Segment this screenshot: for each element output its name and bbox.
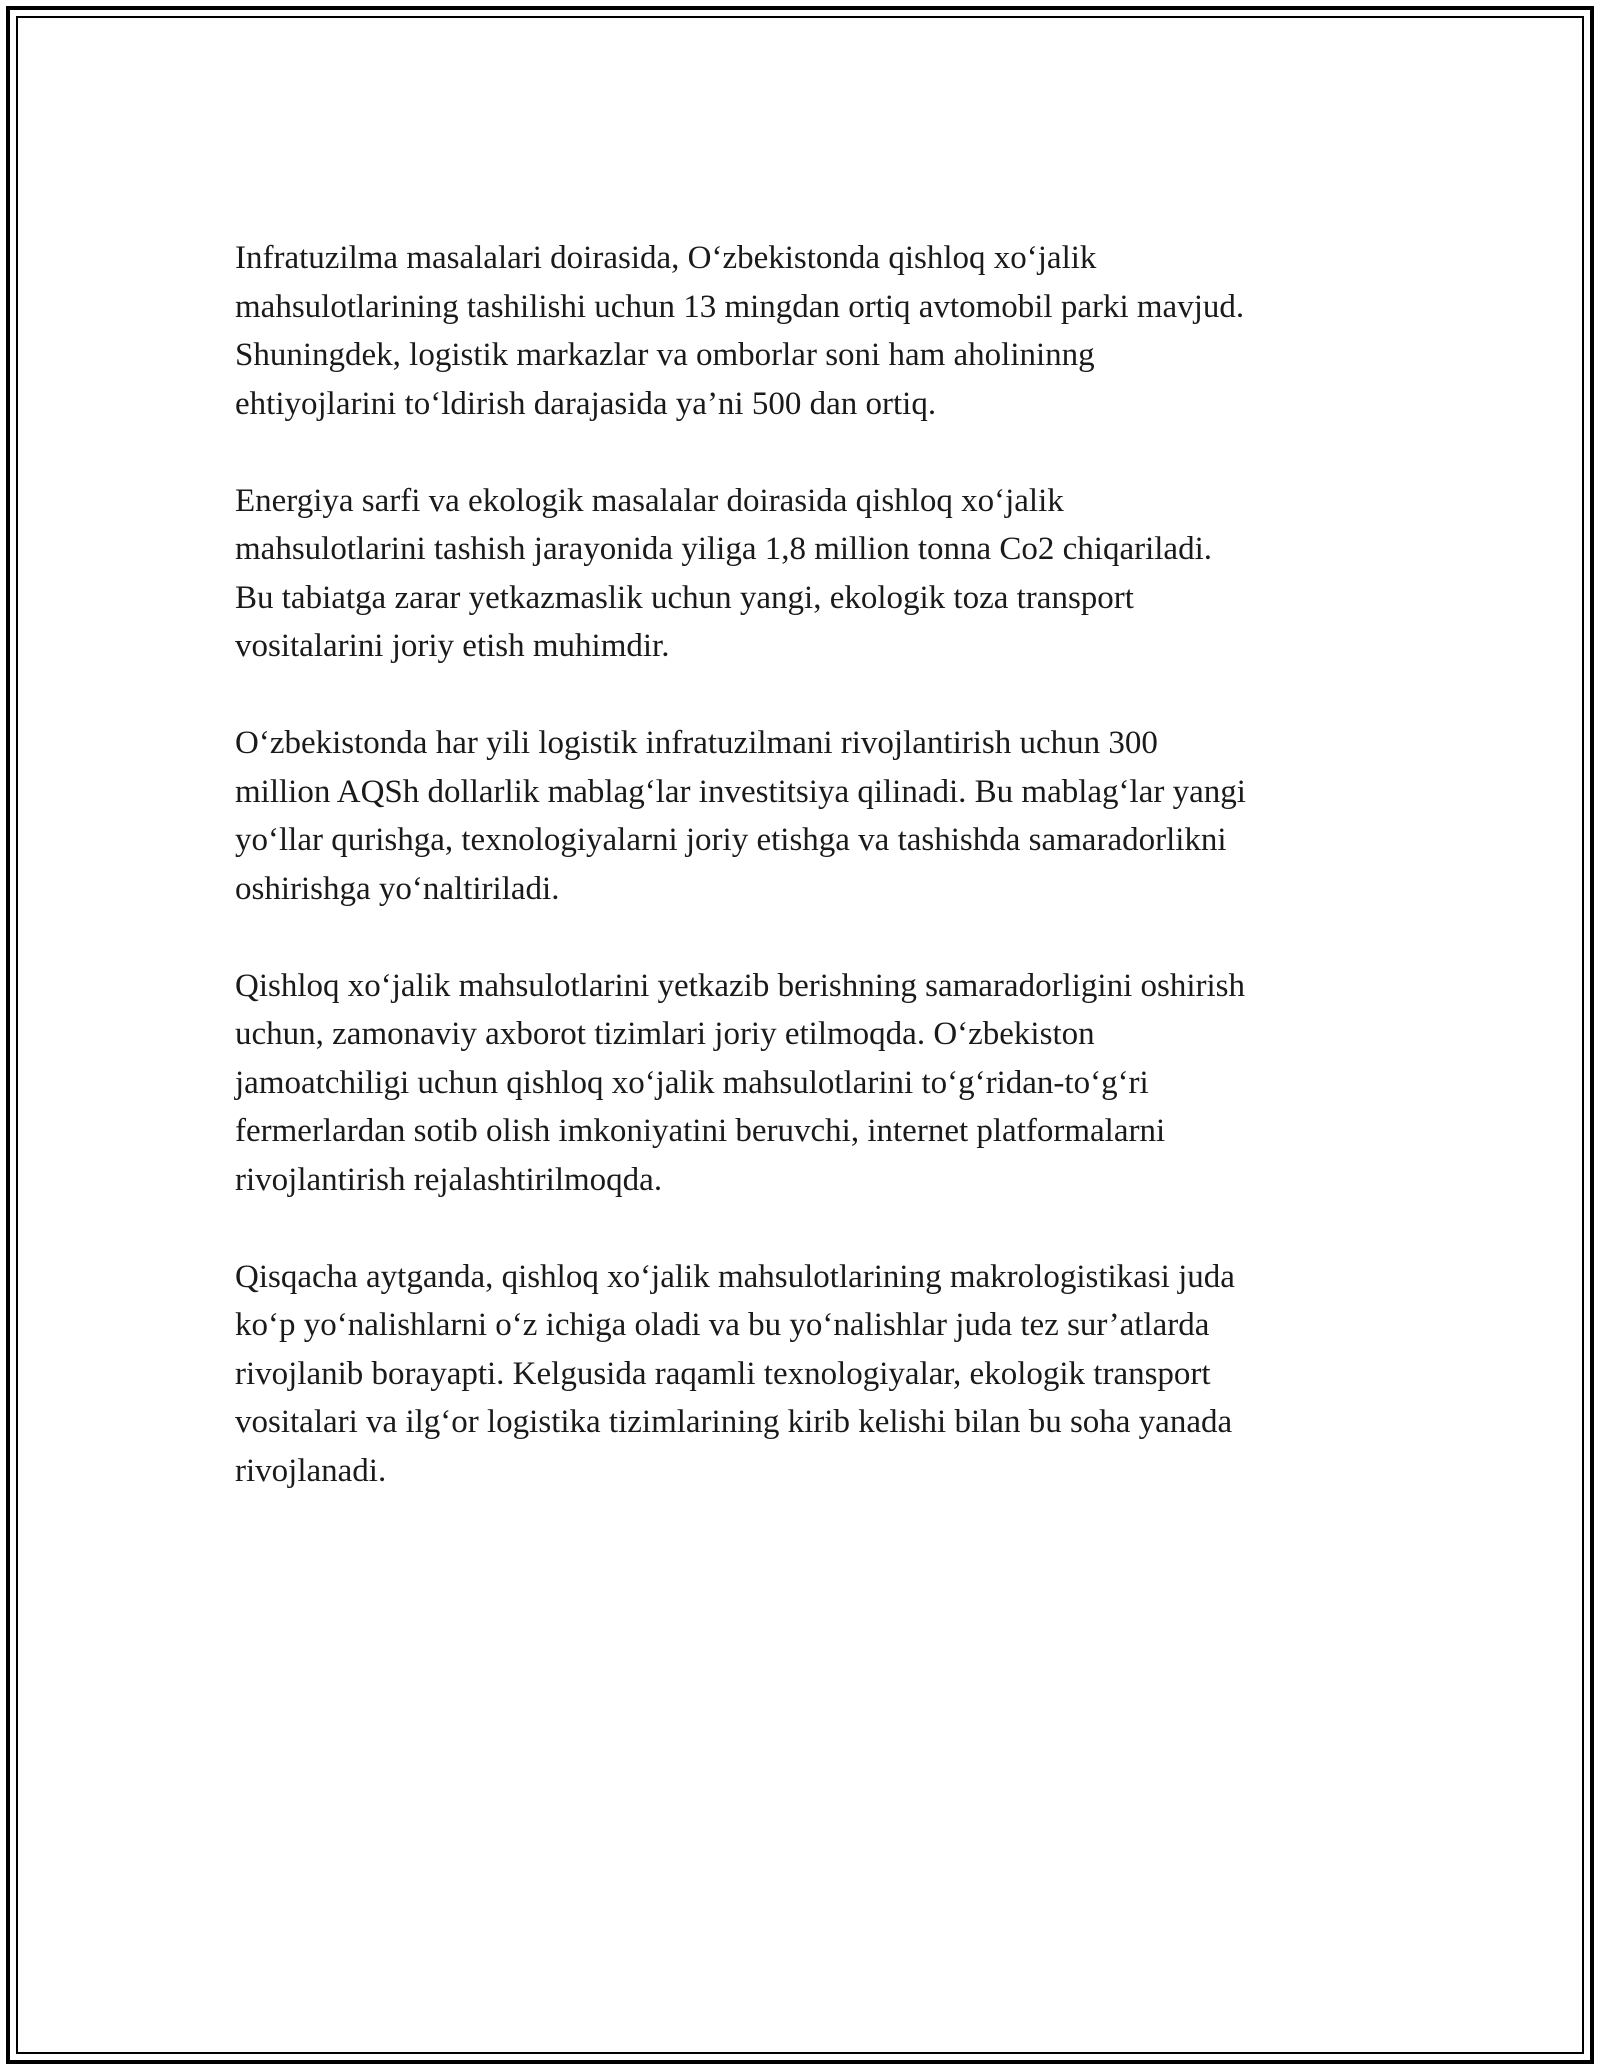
paragraph-information-systems: Qishloq xo‘jalik mahsulotlarini yetkazib berishning samaradorligini oshirish uchun, zamonaviy axborot tizimlari joriy etilmoqda. O‘zbekiston jamoatchiligi uchun qishloq xo‘jalik mahsulotlarini to‘g‘ridan-to‘g‘ri fermerlardan sotib olish imkoniyatini beruvchi, internet platformalarni rivojlantirish rejalashtirilmoqda. (235, 967, 1245, 1198)
paragraph-infrastructure: Infratuzilma masalalari doirasida, O‘zbekistonda qishloq xo‘jalik mahsulotlarining tashilishi uchun 13 mingdan ortiq avtomobil parki mavjud. Shuningdek, logistik markazlar va omborlar soni ham aholininng ehtiyojlarini to‘ldirish darajasida ya’ni 500 dan ortiq. (235, 240, 1245, 422)
paragraph-investment: O‘zbekistonda har yili logistik infratuzilmani rivojlantirish uchun 300 million AQSh dollarlik mablag‘lar investitsiya qilinadi. Bu mablag‘lar yangi yo‘llar qurishga, texnologiyalarni joriy etishga va tashishda samaradorlikni oshirishga yo‘naltiriladi. (235, 725, 1246, 907)
paragraph-energy-ecology: Energiya sarfi va ekologik masalalar doirasida qishloq xo‘jalik mahsulotlarini tashish jarayonida yiliga 1,8 million tonna Co2 chiqariladi. Bu tabiatga zarar yetkazmaslik uchun yangi, ekologik toza transport vositalarini joriy etish muhimdir. (235, 482, 1212, 664)
paragraph-conclusion: Qisqacha aytganda, qishloq xo‘jalik mahsulotlarining makrologistikasi juda ko‘p yo‘nalishlarni o‘z ichiga oladi va bu yo‘nalishlar juda tez sur’atlarda rivojlanib borayapti. Kelgusida raqamli texnologiyalar, ekologik transport vositalari va ilg‘or logistika tizimlarining kirib kelishi bilan bu soha yanada rivojlanadi. (235, 1258, 1235, 1489)
document-body (235, 234, 1375, 1544)
